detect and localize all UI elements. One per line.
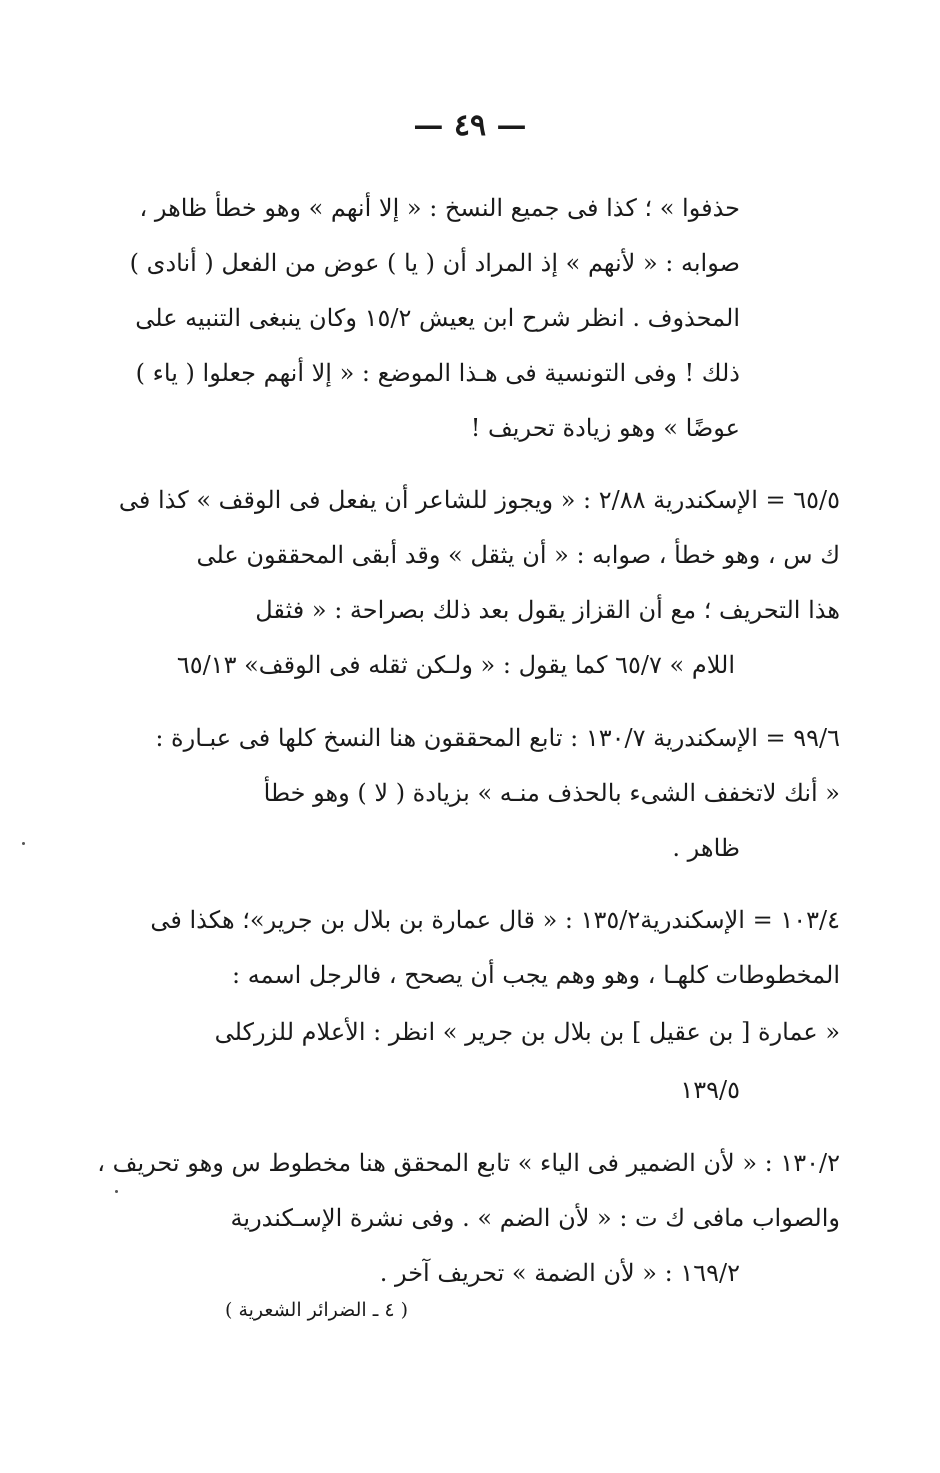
text-line: عوضًا » وهو زيادة تحريف !: [470, 414, 740, 442]
text-line: « أنك لاتخفف الشىء بالحذف منـه » بزيادة ( لا ) وهو خطأ: [263, 779, 840, 807]
scan-speck: [115, 1190, 118, 1193]
entry-reference-line: ٦٥/٥ = الإسكندرية ٢/٨٨ : « ويجوز للشاعر أن يفعل فى الوقف » كذا فى: [118, 486, 840, 514]
text-line: صوابه : « لأنهم » إذ المراد أن ( يا ) عوض من الفعل ( أنادى ): [129, 249, 740, 277]
text-line: ظاهر .: [672, 834, 740, 862]
text-line: ١٦٩/٢ : « لأن الضمة » تحريف آخر .: [379, 1259, 740, 1287]
text-line: اللام » ٦٥/٧ كما يقول : « ولـكن ثقله فى الوقف» ٦٥/١٣: [176, 651, 735, 679]
scan-speck: [22, 842, 25, 845]
text-line: هذا التحريف ؛ مع أن القزاز يقول بعد ذلك بصراحة : « فثقل: [255, 596, 840, 624]
text-line: ١٣٩/٥: [680, 1076, 740, 1104]
entry-reference-line: ٩٩/٦ = الإسكندرية ١٣٠/٧ : تابع المحققون هنا النسخ كلها فى عبـارة :: [155, 724, 840, 752]
text-line: « عمارة [ بن عقيل ] بن بلال بن جرير » انظر : الأعلام للزركلى: [214, 1018, 840, 1046]
page-number: — ٤٩ —: [413, 108, 527, 143]
text-line: ك س ، وهو خطأ ، صوابه : « أن يثقل » وقد أبقى المحققون على: [196, 541, 840, 569]
entry-reference-line: ١٠٣/٤ = الإسكندرية١٣٥/٢ : « قال عمارة بن بلال بن جرير»؛ هكذا فى: [150, 906, 840, 934]
text-line: المحذوف . انظر شرح ابن يعيش ١٥/٢ وكان ينبغى التنبيه على: [135, 304, 740, 332]
text-line: حذفوا » ؛ كذا فى جميع النسخ : « إلا أنهم » وهو خطأ ظاهر ،: [139, 194, 740, 222]
entry-reference-line: ١٣٠/٢ : « لأن الضمير فى الياء » تابع المحقق هنا مخطوط س وهو تحريف ،: [97, 1149, 840, 1177]
signature-mark: ( ٤ ـ الضرائر الشعرية ): [225, 1299, 409, 1321]
text-line: ذلك ! وفى التونسية فى هـذا الموضع : « إلا أنهم جعلوا ( ياء ): [135, 359, 740, 387]
text-line: المخطوطات كلهـا ، وهو وهم يجب أن يصحح ، فالرجل اسمه :: [232, 961, 840, 989]
text-line: والصواب مافى ك ت : « لأن الضم » . وفى نشرة الإسـكندرية: [230, 1204, 840, 1232]
